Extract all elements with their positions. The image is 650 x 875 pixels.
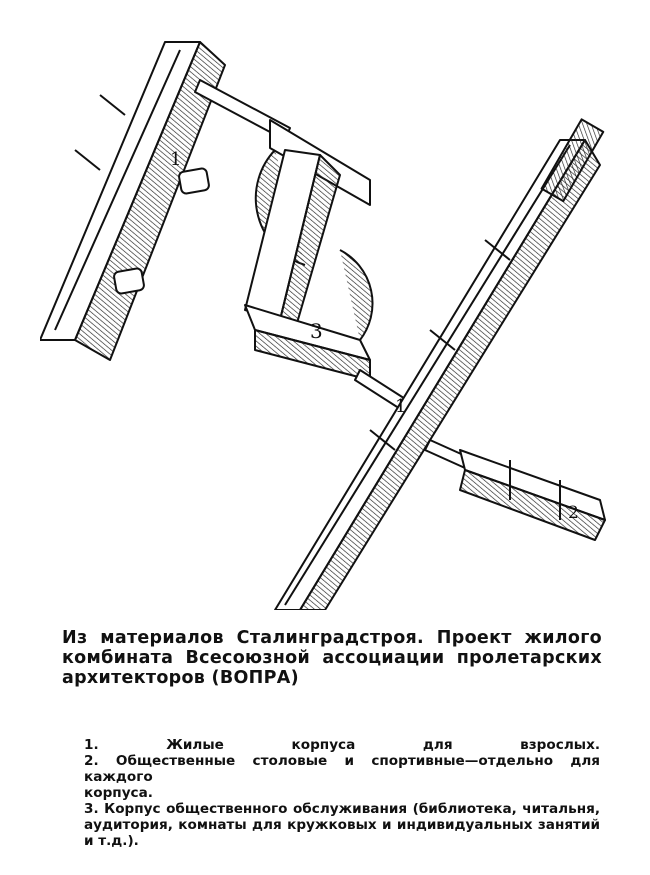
caption-line: комбината Всесоюзной ассоциации пролетарских — [62, 648, 602, 668]
legend-row-2-cont — [84, 785, 600, 801]
figure-legend — [84, 737, 600, 849]
legend-text: Жилые корпуса для взрослых. — [166, 737, 600, 753]
caption-line: архитекторов (ВОПРА) — [62, 668, 299, 688]
dining-sports-block-2 — [460, 450, 605, 540]
legend-text: аудитория, комнаты для кружковых и индивидуальных занятий и т.д.). — [84, 817, 600, 849]
legend-row-1 — [84, 737, 600, 753]
architectural-drawing — [40, 40, 620, 610]
caption-line: Из материалов Сталинградстроя. Проект жилого — [62, 628, 602, 648]
legend-number: 2. — [84, 753, 99, 769]
legend-number: 3. — [84, 801, 99, 817]
label-3: 3 — [310, 319, 323, 343]
legend-row-3 — [84, 801, 600, 817]
legend-text: Общественные столовые и спортивные—отдельно для каждого — [84, 753, 601, 785]
legend-number: 1. — [84, 737, 99, 753]
label-1: 1 — [170, 149, 182, 170]
axonometric-plan-svg — [40, 40, 620, 610]
legend-row-3-cont — [84, 817, 600, 849]
public-service-block-3 — [245, 120, 373, 380]
legend-text: Корпус общественного обслуживания (библиотека, читальня, — [104, 801, 601, 817]
legend-text: корпуса. — [84, 785, 153, 801]
legend-row-2 — [84, 753, 600, 785]
label-2: 2 — [568, 503, 579, 523]
figure-caption — [62, 628, 602, 688]
label-1b: 1 — [395, 396, 407, 417]
